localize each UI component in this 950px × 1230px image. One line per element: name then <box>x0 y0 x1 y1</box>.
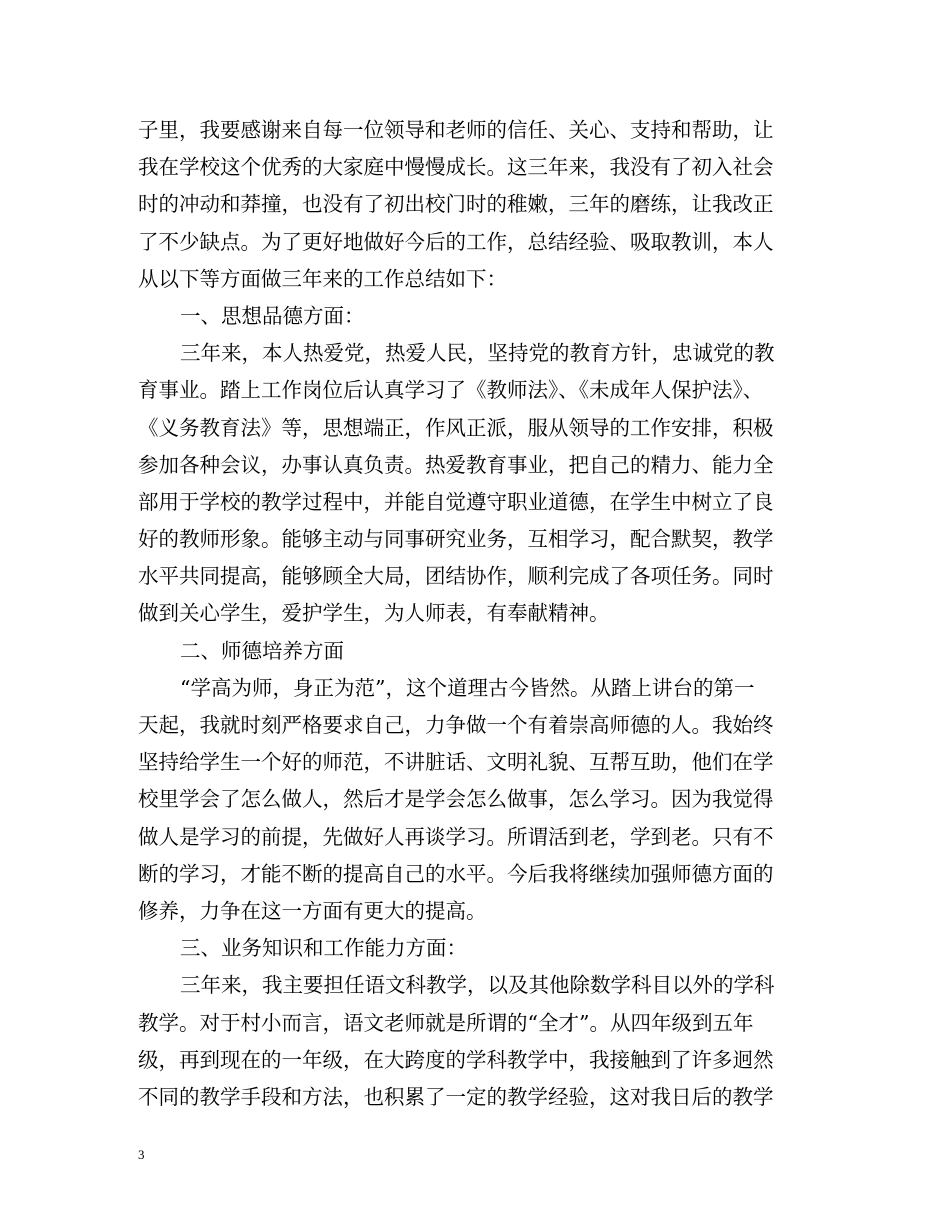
text-line: 从以下等方面做三年来的工作总结如下： <box>138 266 507 291</box>
text-line: 我在学校这个优秀的大家庭中慢慢成长。这三年来，我没有了初入社会 <box>138 155 774 180</box>
text-line: 好的教师形象。能够主动与同事研究业务，互相学习，配合默契，教学 <box>138 527 774 552</box>
text-line: 三年来，本人热爱党，热爱人民，坚持党的教育方针，忠诚党的教 <box>180 341 775 366</box>
text-line: 部用于学校的教学过程中，并能自觉遵守职业道德，在学生中树立了良 <box>138 489 774 514</box>
text-line: 修养，力争在这一方面有更大的提高。 <box>138 898 487 923</box>
text-line: 时的冲动和莽撞，也没有了初出校门时的稚嫩，三年的磨练，让我改正 <box>138 192 774 217</box>
text-line: 三年来，我主要担任语文科教学，以及其他除数学科目以外的学科 <box>180 973 775 998</box>
text-line: 二、师德培养方面 <box>180 638 344 663</box>
text-line: 校里学会了怎么做人，然后才是学会怎么做事，怎么学习。因为我觉得 <box>138 787 774 812</box>
body-text <box>138 112 818 1116</box>
text-line: 水平共同提高，能够顾全大局，团结协作，顺利完成了各项任务。同时 <box>138 564 774 589</box>
text-line: 一、思想品德方面： <box>180 303 365 328</box>
page-number: 3 <box>138 1147 145 1162</box>
text-line: 参加各种会议，办事认真负责。热爱教育事业，把自己的精力、能力全 <box>138 452 774 477</box>
text-line: 做人是学习的前提，先做好人再谈学习。所谓活到老，学到老。只有不 <box>138 824 774 849</box>
text-line: 做到关心学生，爱护学生，为人师表，有奉献精神。 <box>138 601 610 626</box>
text-line: 教学。对于村小而言，语文老师就是所谓的“全才”。从四年级到五年 <box>138 1010 754 1035</box>
text-line: “学高为师，身正为范”，这个道理古今皆然。从踏上讲台的第一 <box>180 675 755 700</box>
text-line: 断的学习，才能不断的提高自己的水平。今后我将继续加强师德方面的 <box>138 861 774 886</box>
text-line: 三、业务知识和工作能力方面： <box>180 936 467 961</box>
text-line: 坚持给学生一个好的师范，不讲脏话、文明礼貌、互帮互助，他们在学 <box>138 750 774 775</box>
text-line: 天起，我就时刻严格要求自己，力争做一个有着崇高师德的人。我始终 <box>138 713 774 737</box>
text-line: 育事业。踏上工作岗位后认真学习了《教师法》、《未成年人保护法》、 <box>138 378 764 403</box>
text-line: 《义务教育法》等，思想端正，作风正派，服从领导的工作安排，积极 <box>138 415 774 440</box>
text-line: 子里，我要感谢来自每一位领导和老师的信任、关心、支持和帮助，让 <box>138 118 774 142</box>
text-line: 了不少缺点。为了更好地做好今后的工作，总结经验、吸取教训，本人 <box>138 229 774 254</box>
text-line: 不同的教学手段和方法，也积累了一定的教学经验，这对我日后的教学 <box>138 1084 774 1109</box>
text-line: 级，再到现在的一年级，在大跨度的学科教学中，我接触到了许多迥然 <box>138 1047 774 1072</box>
